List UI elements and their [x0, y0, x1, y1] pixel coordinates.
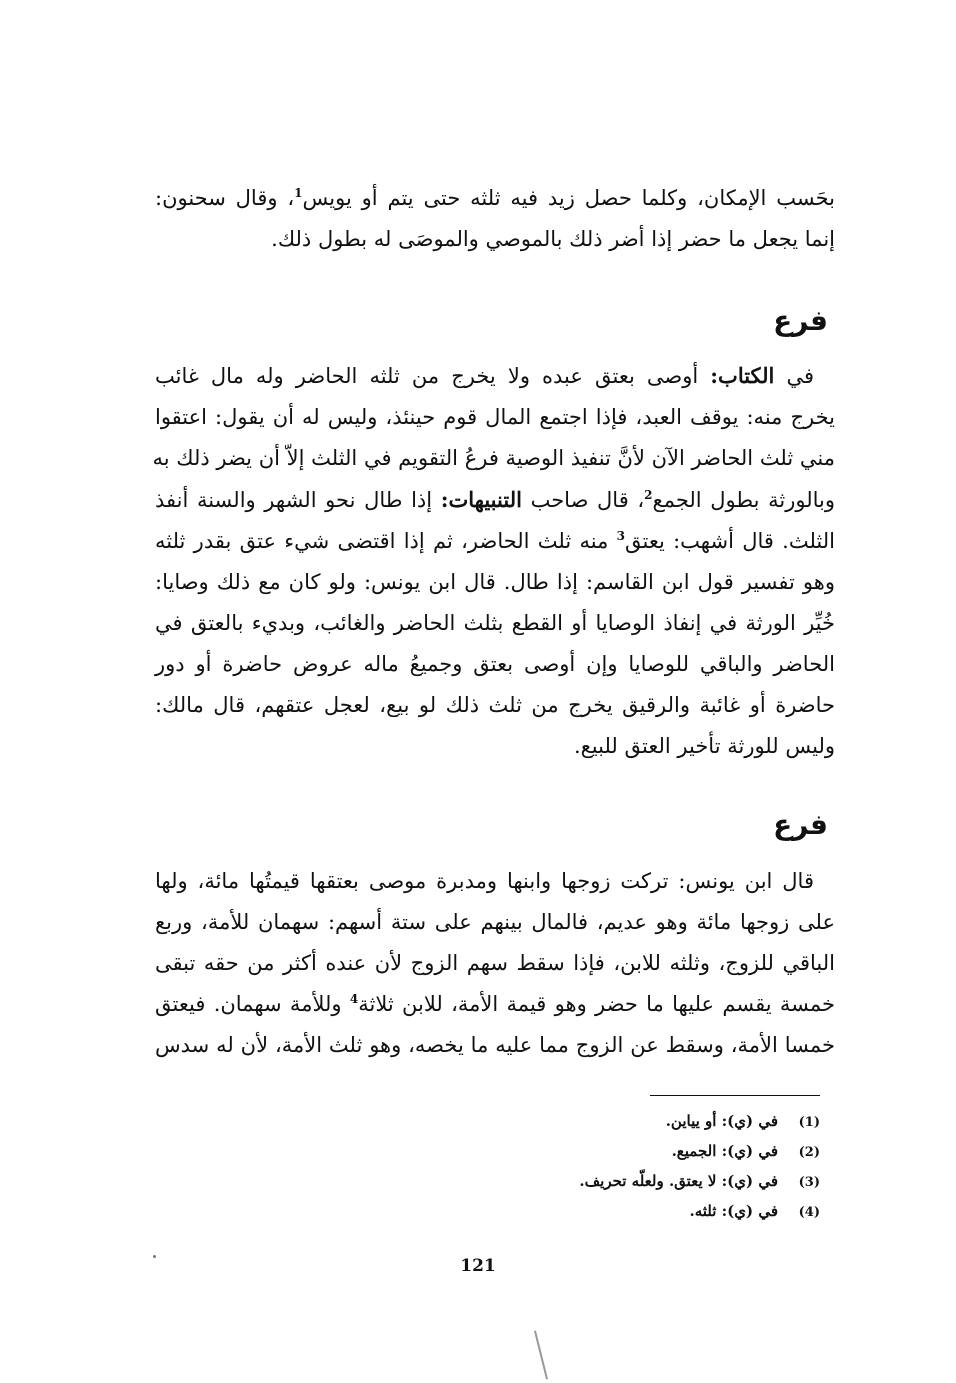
section-heading: فرع — [773, 304, 828, 337]
text-line: حاضرة أو غائبة والرقيق يخرج من ثلث ذلك لو بيع، لعجل عتقهم، قال مالك: — [155, 693, 835, 717]
footnote-ref: 4 — [349, 992, 359, 1006]
text-line: إنما يجعل ما حضر إذا أضر ذلك بالموصي والموصَى له بطول ذلك. — [271, 227, 835, 251]
footnote: (2)في (ي): الجميع. — [671, 1142, 820, 1160]
text-line: مني ثلث الحاضر الآن لأنَّ تنفيذ الوصية فرعُ التقويم في الثلث إلاّ أن يضر ذلك به — [152, 446, 835, 470]
text-line: يخرج منه: يوقف العبد، فإذا اجتمع المال قوم حينئذ، وليس له أن يقول: اعتقوا — [155, 405, 835, 429]
text-line: وليس للورثة تأخير العتق للبيع. — [573, 734, 835, 758]
text-line: الباقي للزوج، وثلثه للابن، فإذا سقط سهم الزوج لأن عنده أكثر من حقه تبقى — [155, 951, 835, 975]
text-line: في الكتاب: أوصى بعتق عبده ولا يخرج من ثلثه الحاضر وله مال غائب — [155, 363, 815, 388]
text-line: الحاضر والباقي للوصايا وإن أوصى بعتق وجميعُ ماله عروض حاضرة أو دور — [155, 652, 835, 676]
bold-term: الكتاب: — [710, 363, 775, 388]
text-line: الثلث. قال أشهب: يعتق$^3$ منه ثلث الحاضر، ثم إذا اقتضى شيء عتق بقدر ثلثه — [155, 529, 835, 553]
text-line: خمسة يقسم عليها ما حضر وهو قيمة الأمة، للابن ثلاثة$^4$ وللأمة سهمان. فيعتق — [155, 992, 836, 1016]
scan-scratch — [534, 1331, 548, 1380]
text-line: خُيِّر الورثة في إنفاذ الوصايا أو القطع بثلث الحاضر والغائب، وبديء بالعتق في — [155, 611, 835, 635]
paragraph-continuation — [155, 178, 835, 260]
section-heading: فرع — [773, 808, 828, 841]
footnote: (1)في (ي): أو يياين. — [665, 1112, 820, 1130]
footnotes — [579, 1107, 820, 1227]
text-line: خمسا الأمة، وسقط عن الزوج مما عليه ما يخصه، وهو ثلث الأمة، لأن له سدس — [155, 1033, 835, 1057]
footnote-ref: 1 — [294, 186, 303, 200]
paragraph-ibn-yunus — [155, 861, 835, 1066]
footnote: (4)في (ي): ثلثه. — [689, 1202, 820, 1220]
footnote-separator — [650, 1095, 820, 1096]
scan-speck — [153, 1255, 156, 1258]
text-line: وهو تفسير قول ابن القاسم: إذا طال. قال ابن يونس: ولو كان مع ذلك وصايا: — [155, 570, 835, 594]
footnote-ref: 3 — [616, 529, 625, 543]
paragraph-kitab — [152, 355, 835, 767]
page-number: 121 — [460, 1256, 496, 1276]
text-line: على زوجها مائة وهو عديم، فالمال بينهم على ستة أسهم: سهمان للأمة، وربع — [155, 910, 835, 934]
text-line: وبالورثة بطول الجمع$^2$، قال صاحب التنبيهات: إذا طال نحو الشهر والسنة أنفذ — [155, 487, 835, 512]
footnote: (3)في (ي): لا يعتق. ولعلّه تحريف. — [579, 1172, 820, 1190]
text-line: بحَسب الإمكان، وكلما حصل زيد فيه ثلثه حتى يتم أو يويس$^1$، وقال سحنون: — [155, 186, 835, 210]
bold-term: التنبيهات: — [440, 487, 522, 512]
text-line: قال ابن يونس: تركت زوجها وابنها ومدبرة موصى بعتقها قيمتُها مائة، ولها — [155, 869, 814, 893]
footnote-ref: 2 — [644, 488, 653, 502]
